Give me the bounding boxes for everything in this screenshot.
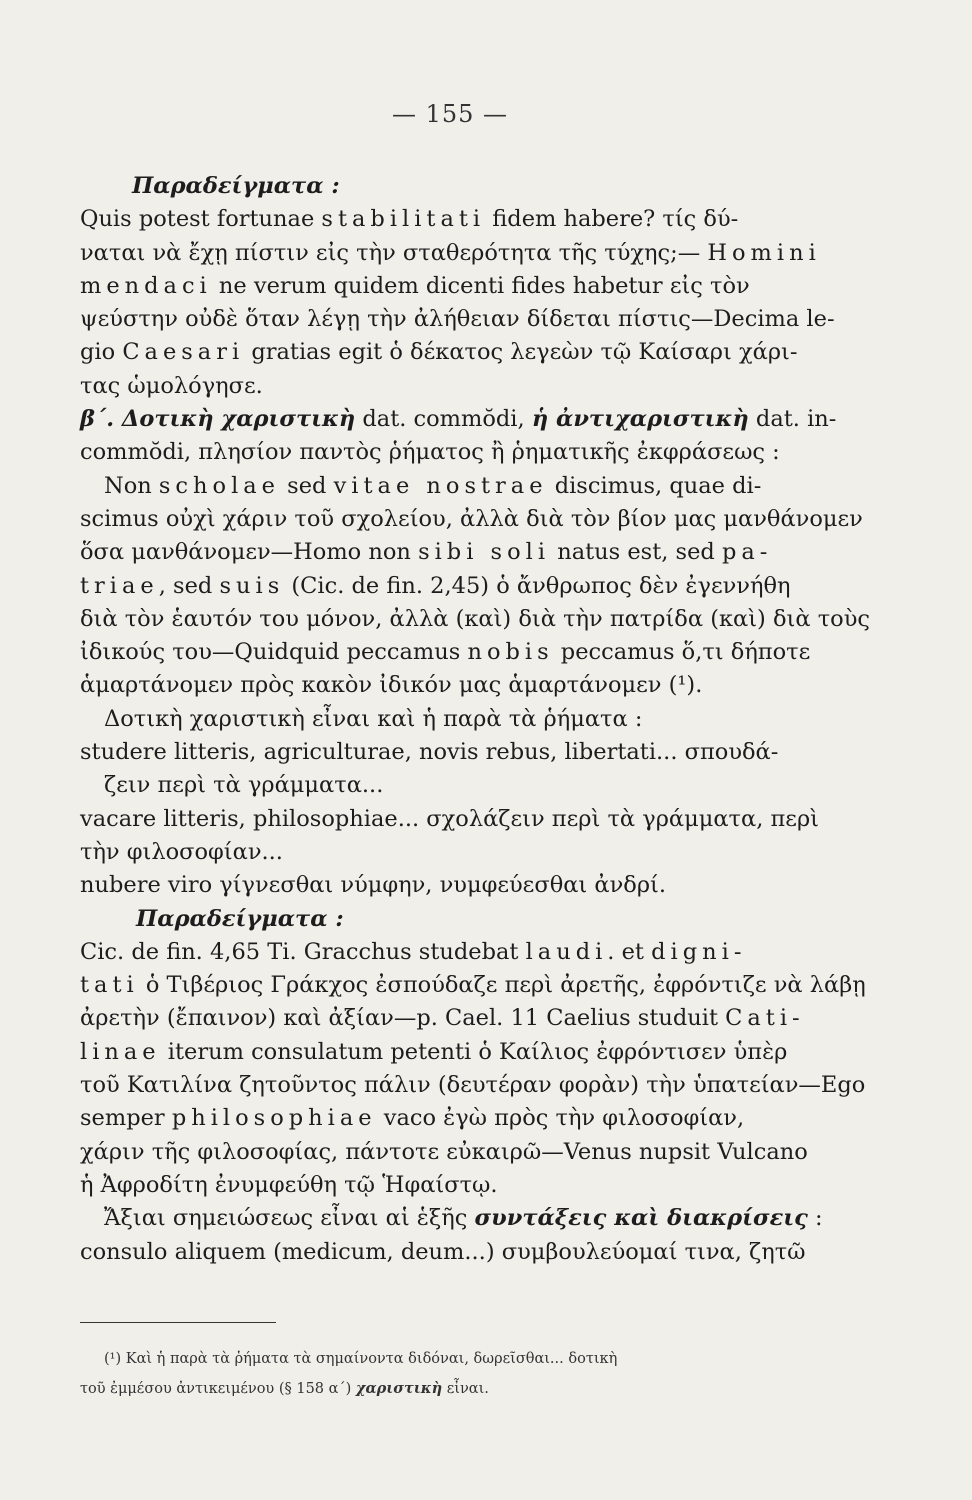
text-run: triae xyxy=(80,572,159,599)
text-run: digni- xyxy=(651,938,747,965)
text-line xyxy=(80,303,900,336)
text-run: sibi soli xyxy=(418,539,551,566)
text-run: pa- xyxy=(721,539,773,566)
text-run: commŏdi, πλησίον παντὸς ῥήματος ἢ ῥηματικῆς ἐκφράσεως : xyxy=(80,439,780,466)
text-run: laudi xyxy=(525,938,608,965)
text-run: (¹) Καὶ ἡ παρὰ τὰ ῥήματα τὰ σημαίνοντα διδόναι, δωρεῖσθαι... δοτικὴ xyxy=(104,1351,618,1367)
text-run: philosophiae xyxy=(171,1105,377,1132)
footnote-line xyxy=(80,1345,900,1374)
text-line xyxy=(80,403,900,436)
text-run: nobis xyxy=(467,639,554,666)
text-line xyxy=(80,1102,900,1135)
text-run: mendaci xyxy=(80,272,212,299)
text-line xyxy=(80,736,900,769)
text-run: β΄. Δοτικὴ χαριστικὴ xyxy=(80,406,356,433)
text-line xyxy=(80,1002,900,1035)
text-line xyxy=(80,336,900,369)
text-run: suis xyxy=(219,572,285,599)
text-line xyxy=(80,936,900,969)
text-run: scholae xyxy=(158,472,281,499)
text-run: dat. commŏdi, xyxy=(355,406,532,433)
text-run: nubere viro γίγνεσθαι νύμφην, νυμφεύεσθαι ἀνδρί. xyxy=(80,872,667,899)
text-line xyxy=(80,636,900,669)
text-line xyxy=(80,1136,900,1169)
text-run: (Cic. de fin. 2,45) ὁ ἄνθρωπος δὲν ἐγεννήθη xyxy=(284,572,791,599)
text-run: vaco ἐγὼ πρὸς τὴν φιλοσοφίαν, xyxy=(376,1105,745,1132)
text-line xyxy=(80,570,900,603)
footnote-line xyxy=(80,1374,900,1403)
text-run: vitae nostrae xyxy=(333,472,548,499)
text-run: τοῦ ἐμμέσου ἀντικειμένου (§ 158 α΄) xyxy=(80,1381,356,1397)
text-run: ἁμαρτάνομεν πρὸς κακὸν ἰδικόν μας ἁμαρτάνομεν (¹). xyxy=(80,672,703,699)
text-line xyxy=(80,436,900,469)
text-line xyxy=(80,1169,900,1202)
text-run: vacare litteris, philosophiae... σχολάζειν περὶ τὰ γράμματα, περὶ xyxy=(80,805,819,832)
text-line xyxy=(80,603,900,636)
text-run: ἰδικούς του—Quidquid peccamus xyxy=(80,639,468,666)
text-run: gratias egit ὁ δέκατος λεγεὼν τῷ Καίσαρι χάρι- xyxy=(244,339,798,366)
text-run: consulo aliquem (medicum, deum...) συμβουλεύομαί τινα, ζητῶ xyxy=(80,1238,806,1265)
text-line xyxy=(80,1236,900,1269)
text-run: ψεύστην οὐδὲ ὅταν λέγῃ τὴν ἀλήθειαν δίδεται πίστις—Decima le- xyxy=(80,306,835,333)
text-line xyxy=(80,1202,900,1235)
text-run: τὴν φιλοσοφίαν... xyxy=(80,838,283,865)
text-line xyxy=(80,1069,900,1102)
text-line xyxy=(80,503,900,536)
text-line xyxy=(80,869,900,902)
text-run: studere litteris, agriculturae, novis rebus, libertati... σπουδά- xyxy=(80,739,779,766)
text-run: Cic. de fin. 4,65 Ti. Gracchus studebat xyxy=(80,938,526,965)
text-run: natus est, sed xyxy=(550,539,722,566)
text-run: dat. in- xyxy=(748,406,837,433)
text-run: ne verum quidem dicenti fides habetur εἰς τὸν xyxy=(211,272,750,299)
text-run: fidem habere? τίς δύ- xyxy=(485,206,739,233)
text-run: Homini xyxy=(707,239,821,266)
text-run: Ἄξιαι σημειώσεως εἶναι αἱ ἑξῆς xyxy=(104,1205,475,1232)
text-run: ὁ Τιβέριος Γράκχος ἐσπούδαζε περὶ ἀρετῆς, ἐφρόντιζε νὰ λάβῃ xyxy=(138,972,866,999)
footnote-rule xyxy=(80,1322,276,1323)
text-run: Παραδείγματα : xyxy=(132,173,340,199)
text-line xyxy=(80,803,900,836)
text-run: εἶναι. xyxy=(442,1381,489,1397)
text-run: Παραδείγματα : xyxy=(136,905,344,932)
text-line xyxy=(80,669,900,702)
text-run: τας ὡμολόγησε. xyxy=(80,372,263,399)
text-run: Δοτικὴ χαριστικὴ εἶναι καὶ ἡ παρὰ τὰ ῥήματα : xyxy=(104,705,643,732)
text-run: linae xyxy=(80,1038,161,1065)
page-number: — 155 — xyxy=(391,100,509,128)
text-run: χάριν τῆς φιλοσοφίας, πάντοτε εὐκαιρῶ—Venus nupsit Vulcano xyxy=(80,1138,808,1165)
text-run: semper xyxy=(80,1105,172,1132)
text-run: ὅσα μανθάνομεν—Homo non xyxy=(80,539,419,566)
text-run: . et xyxy=(607,938,652,965)
text-run: ναται νὰ ἔχῃ πίστιν εἰς τὴν σταθερότητα τῆς τύχης;— xyxy=(80,239,708,266)
text-run: scimus οὐχὶ χάριν τοῦ σχολείου, ἀλλὰ διὰ τὸν βίον μας μανθάνομεν xyxy=(80,505,863,532)
text-run: ἀρετὴν (ἔπαινον) καὶ ἀξίαν—p. Cael. 11 Caelius studuit xyxy=(80,1005,726,1032)
text-run: gio xyxy=(80,339,123,366)
text-line xyxy=(80,836,900,869)
text-line xyxy=(80,703,900,736)
text-line xyxy=(80,903,900,936)
text-line xyxy=(80,237,900,270)
text-run: discimus, quae di- xyxy=(547,472,762,499)
text-run: : xyxy=(807,1205,823,1232)
text-run: συντάξεις καὶ διακρίσεις xyxy=(474,1205,808,1232)
text-line xyxy=(80,470,900,503)
text-run: stabilitati xyxy=(321,206,486,233)
text-line xyxy=(80,969,900,1002)
text-run: , sed xyxy=(158,572,220,599)
text-line xyxy=(80,370,900,403)
text-line xyxy=(80,270,900,303)
text-run: Non xyxy=(104,472,159,499)
text-line xyxy=(80,203,900,236)
text-line xyxy=(80,1036,900,1069)
text-line xyxy=(80,170,900,203)
text-run: Quis potest fortunae xyxy=(80,206,322,233)
text-run: Cati- xyxy=(725,1005,805,1032)
text-run: ἡ ἀντιχαριστικὴ xyxy=(531,406,749,433)
text-run: iterum consulatum petenti ὁ Καίλιος ἐφρόντισεν ὑπὲρ xyxy=(160,1038,788,1065)
text-run: peccamus ὅ,τι δήποτε xyxy=(553,639,811,666)
text-run: Caesari xyxy=(122,339,245,366)
footnote xyxy=(80,1345,900,1403)
text-run: τοῦ Κατιλίνα ζητοῦντος πάλιν (δευτέραν φορὰν) τὴν ὑπατείαν—Ego xyxy=(80,1072,866,1099)
body-text xyxy=(80,170,900,1269)
text-run: tati xyxy=(80,972,139,999)
text-line xyxy=(80,769,900,802)
text-line xyxy=(80,536,900,569)
text-run: ἡ Ἀφροδίτη ἐνυμφεύθη τῷ Ἡφαίστῳ. xyxy=(80,1171,498,1198)
text-run: χαριστικὴ xyxy=(355,1380,443,1397)
text-run: διὰ τὸν ἑαυτόν του μόνον, ἀλλὰ (καὶ) διὰ τὴν πατρίδα (καὶ) διὰ τοὺς xyxy=(80,605,870,632)
text-run: ζειν περὶ τὰ γράμματα... xyxy=(104,772,384,799)
text-run: sed xyxy=(280,472,334,499)
